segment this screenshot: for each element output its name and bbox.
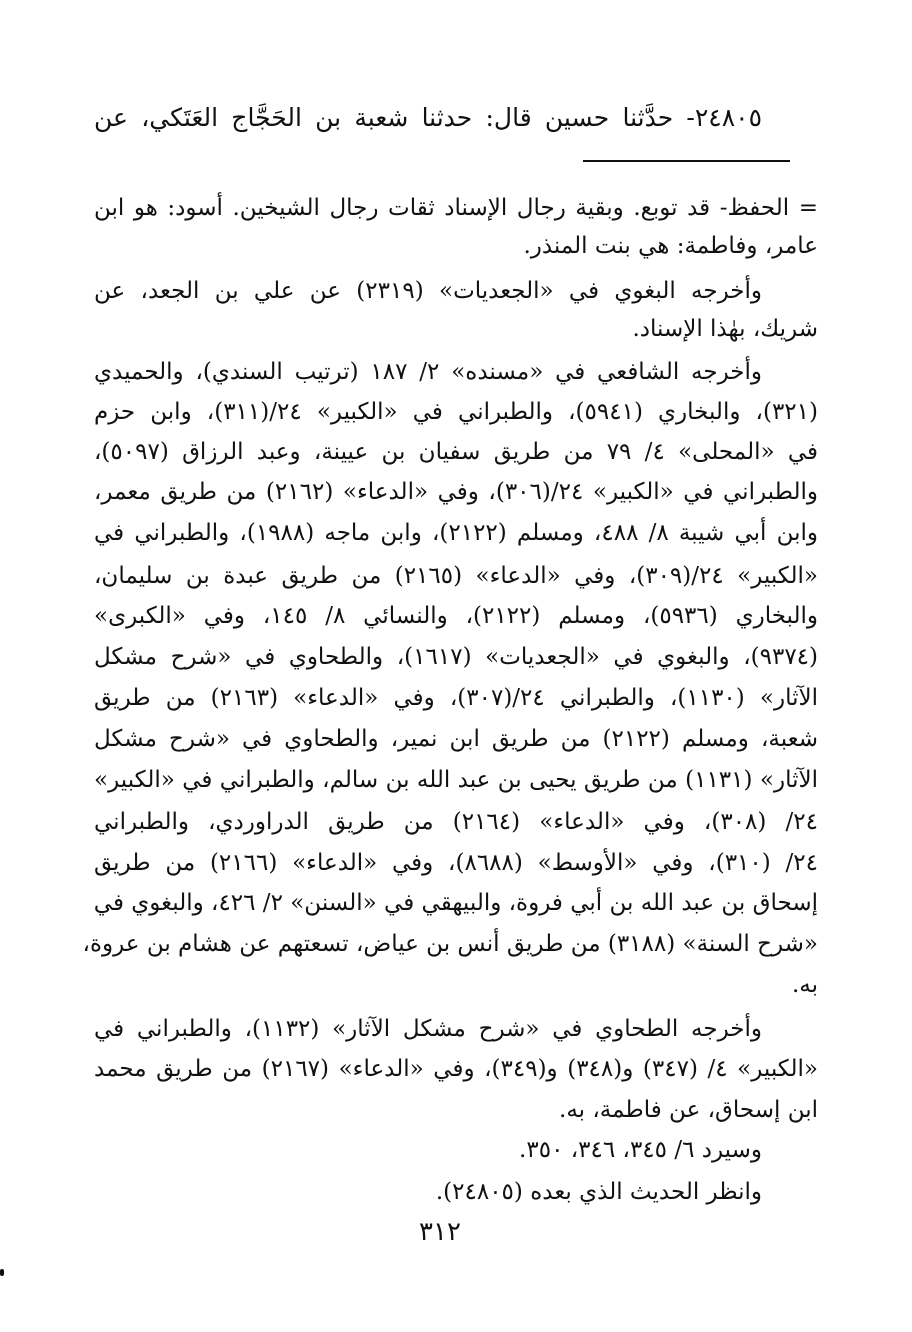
footnote-line: «الكبير» ٤/ (٣٤٧) و(٣٤٨) و(٣٤٩)، وفي «الدعاء» (٢١٦٧) من طريق محمد	[94, 1056, 818, 1082]
footnote-line: وأخرجه الشافعي في «مسنده» ٢/ ١٨٧ (ترتيب السندي)، والحميدي	[94, 359, 762, 385]
footnote-line: (٣٢١)، والبخاري (٥٩٤١)، والطبراني في «الكبير» ٢٤/(٣١١)، وابن حزم	[94, 399, 818, 425]
footnote-line: به.	[791, 972, 818, 998]
footnote-line: (٩٣٧٤)، والبغوي في «الجعديات» (١٦١٧)، والطحاوي في «شرح مشكل	[94, 644, 819, 670]
footnote-line: عامر، وفاطمة: هي بنت المنذر.	[523, 233, 818, 259]
footnote-line: إسحاق بن عبد الله بن أبي فروة، والبيهقي في «السنن» ٢/ ٤٢٦، والبغوي في	[93, 890, 818, 916]
footnote-line: ابن إسحاق، عن فاطمة، به.	[559, 1097, 818, 1123]
footnote-line: وابن أبي شيبة ٨/ ٤٨٨، ومسلم (٢١٢٢)، وابن ماجه (١٩٨٨)، والطبراني في	[94, 520, 818, 546]
footnote-line: وانظر الحديث الذي بعده (٢٤٨٠٥).	[435, 1179, 762, 1205]
footnote-line: شعبة، ومسلم (٢١٢٢) من طريق ابن نمير، والطحاوي في «شرح مشكل	[94, 726, 819, 752]
footnote-line: وأخرجه البغوي في «الجعديات» (٢٣١٩) عن علي بن الجعد، عن	[94, 278, 762, 304]
footnote-line: والبخاري (٥٩٣٦)، ومسلم (٢١٢٢)، والنسائي ٨/ ١٤٥، وفي «الكبرى»	[94, 603, 819, 629]
footnote-line: ٢٤/ (٣١٠)، وفي «الأوسط» (٨٦٨٨)، وفي «الدعاء» (٢١٦٦) من طريق	[94, 850, 818, 876]
footnote-separator	[583, 160, 790, 162]
page-number: ٣١٢	[419, 1217, 461, 1247]
footnote-line: الآثار» (١١٣٠)، والطبراني ٢٤/(٣٠٧)، وفي «الدعاء» (٢١٦٣) من طريق	[94, 685, 818, 711]
footnote-line: وأخرجه الطحاوي في «شرح مشكل الآثار» (١١٣٢)، والطبراني في	[94, 1016, 762, 1042]
footnote-line: والطبراني في «الكبير» ٢٤/(٣٠٦)، وفي «الدعاء» (٢١٦٢) من طريق معمر،	[94, 479, 818, 505]
footnote-line: شريك، بهٰذا الإسناد.	[632, 316, 818, 342]
footnote-line: «شرح السنة» (٣١٨٨) من طريق أنس بن عياض، تسعتهم عن هشام بن عروة،	[82, 931, 818, 957]
hadith-heading: ٢٤٨٠٥- حدَّثنا حسين قال: حدثنا شعبة بن الحَجَّاج العَتَكي، عن	[94, 103, 762, 132]
margin-mark	[0, 1269, 4, 1276]
footnote-line: «الكبير» ٢٤/(٣٠٩)، وفي «الدعاء» (٢١٦٥) من طريق عبدة بن سليمان،	[94, 563, 818, 589]
footnote-line: الآثار» (١١٣١) من طريق يحيى بن عبد الله بن سالم، والطبراني في «الكبير»	[94, 767, 818, 793]
footnote-line: في «المحلى» ٤/ ٧٩ من طريق سفيان بن عيينة، وعبد الرزاق (٥٠٩٧)،	[94, 439, 818, 465]
footnote-line: وسيرد ٦/ ٣٤٥، ٣٤٦، ٣٥٠.	[519, 1137, 762, 1163]
footnote-line: = الحفظ- قد توبع. وبقية رجال الإسناد ثقات رجال الشيخين. أسود: هو ابن	[94, 195, 818, 221]
footnote-line: ٢٤/ (٣٠٨)، وفي «الدعاء» (٢١٦٤) من طريق الدراوردي، والطبراني	[94, 809, 818, 835]
